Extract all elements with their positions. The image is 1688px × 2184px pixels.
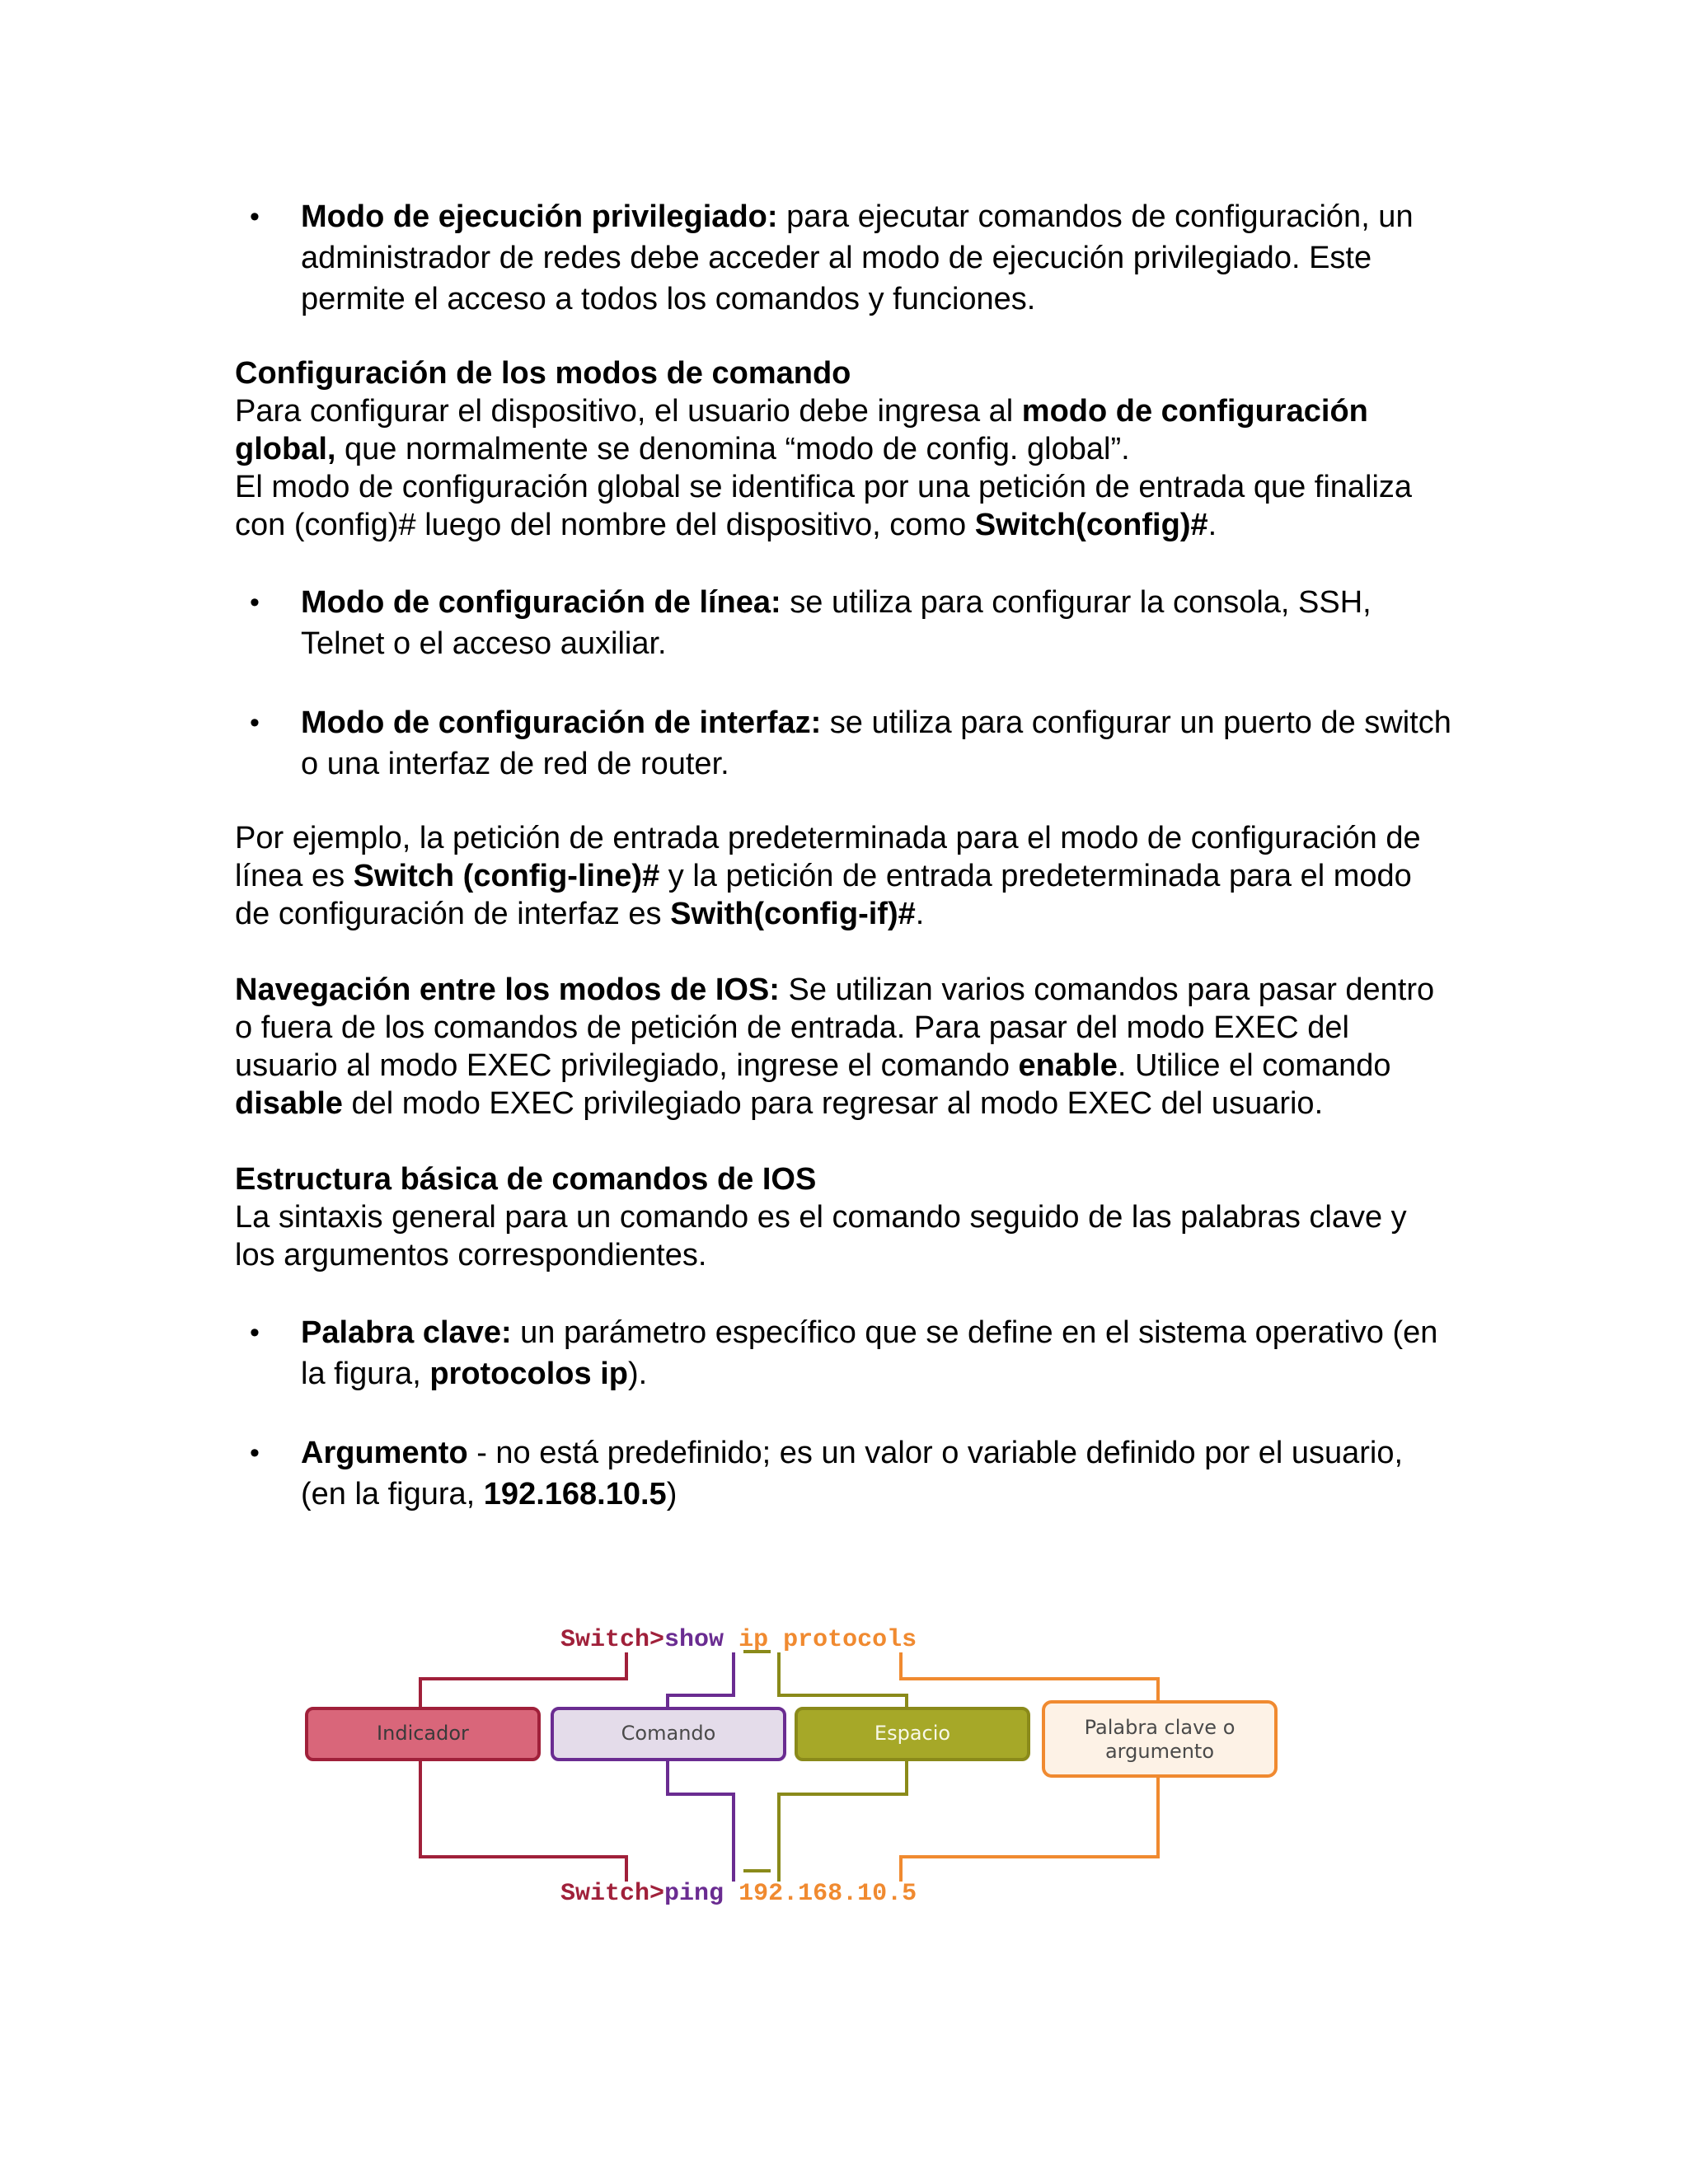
- connector-prompt-top: [420, 1652, 626, 1708]
- bottom-prompt: Switch>: [560, 1880, 665, 1908]
- paragraph: Por ejemplo, la petición de entrada predeterminada para el modo de configuración de línea es Switch (config-line)# y la petición de entrada predeterminada para el modo de configuración de interfaz es Swith(config-if)#.: [235, 821, 1421, 931]
- top-prompt: Switch>: [560, 1626, 665, 1654]
- bullet-argument: • Argumento - no está predefinido; es un valor o variable definido por el usuario, (en la figura, 192.168.10.5): [235, 1432, 1455, 1515]
- bullet-privileged-mode: [235, 196, 1455, 320]
- bullet-dot: •: [250, 1317, 260, 1348]
- connector-space-bottom: [779, 1760, 907, 1882]
- ios-command-structure-diagram: [297, 1619, 1286, 1916]
- bullet-keyword: • Palabra clave: un parámetro específico que se define en el sistema operativo (en la figura, protocolos ip).: [235, 1312, 1455, 1394]
- bullet-dot: •: [250, 587, 260, 618]
- top-command-line: [560, 1626, 917, 1654]
- bullet-line-config: • Modo de configuración de línea: se utiliza para configurar la consola, SSH, Telnet o el acceso auxiliar.: [235, 582, 1455, 664]
- bullet-interface-config: • Modo de configuración de interfaz: se utiliza para configurar un puerto de switch o una interfaz de red de router.: [235, 702, 1455, 785]
- box-command-label: Comando: [621, 1722, 716, 1745]
- paragraph: La sintaxis general para un comando es el comando seguido de las palabras clave y los argumentos correspondientes.: [235, 1200, 1407, 1272]
- bullet-dot: •: [250, 1437, 260, 1469]
- box-indicator-label: Indicador: [377, 1722, 469, 1745]
- paragraph: El modo de configuración global se identifica por una petición de entrada que finaliza con (config)# luego del nombre del dispositivo, como Switch(config)#.: [235, 470, 1413, 542]
- diagram-svg: [297, 1619, 1286, 1916]
- box-space-label: Espacio: [874, 1722, 951, 1745]
- connector-prompt-bottom: [420, 1760, 626, 1882]
- bottom-command: ping: [664, 1880, 724, 1908]
- paragraph: Para configurar el dispositivo, el usuario debe ingresa al modo de configuración global, que normalmente se denomina “modo de config. global”.: [235, 394, 1368, 466]
- connector-command-top: [668, 1652, 734, 1708]
- connector-command-bottom: [668, 1760, 734, 1882]
- connector-keyword-top: [901, 1652, 1158, 1708]
- bottom-argument: 192.168.10.5: [738, 1880, 917, 1908]
- bottom-command-line: [560, 1880, 917, 1908]
- bullet-dot: •: [250, 201, 260, 232]
- document-body: [235, 196, 1455, 1515]
- section-heading: Configuración de los modos de comando: [235, 356, 851, 391]
- box-keyword-label-line1: Palabra clave o: [1084, 1716, 1236, 1739]
- connector-space-top: [779, 1652, 907, 1708]
- box-keyword-label-line2: argumento: [1104, 1740, 1215, 1763]
- top-command: show: [664, 1626, 724, 1654]
- section-heading: Estructura básica de comandos de IOS: [235, 1162, 817, 1197]
- box-keyword-argument: [1043, 1702, 1276, 1776]
- definition: para ejecutar comandos de configuración, un administrador de redes debe acceder al modo de ejecución privilegiado. Este permite el acceso a todos los comandos y funciones.: [301, 199, 1414, 316]
- paragraph-navigation: Navegación entre los modos de IOS: Se utilizan varios comandos para pasar dentro o fuera de los comandos de petición de entrada. Para pasar del modo EXEC del usuario al modo EXEC privilegiado, ingrese el comando enable. Utilice el comando disable del modo EXEC privilegiado para regresar al modo EXEC del usuario.: [235, 972, 1435, 1121]
- connector-keyword-bottom: [901, 1776, 1158, 1882]
- bullet-dot: •: [250, 707, 260, 738]
- term: Modo de ejecución privilegiado:: [301, 199, 778, 234]
- top-keyword: ip protocols: [738, 1626, 917, 1654]
